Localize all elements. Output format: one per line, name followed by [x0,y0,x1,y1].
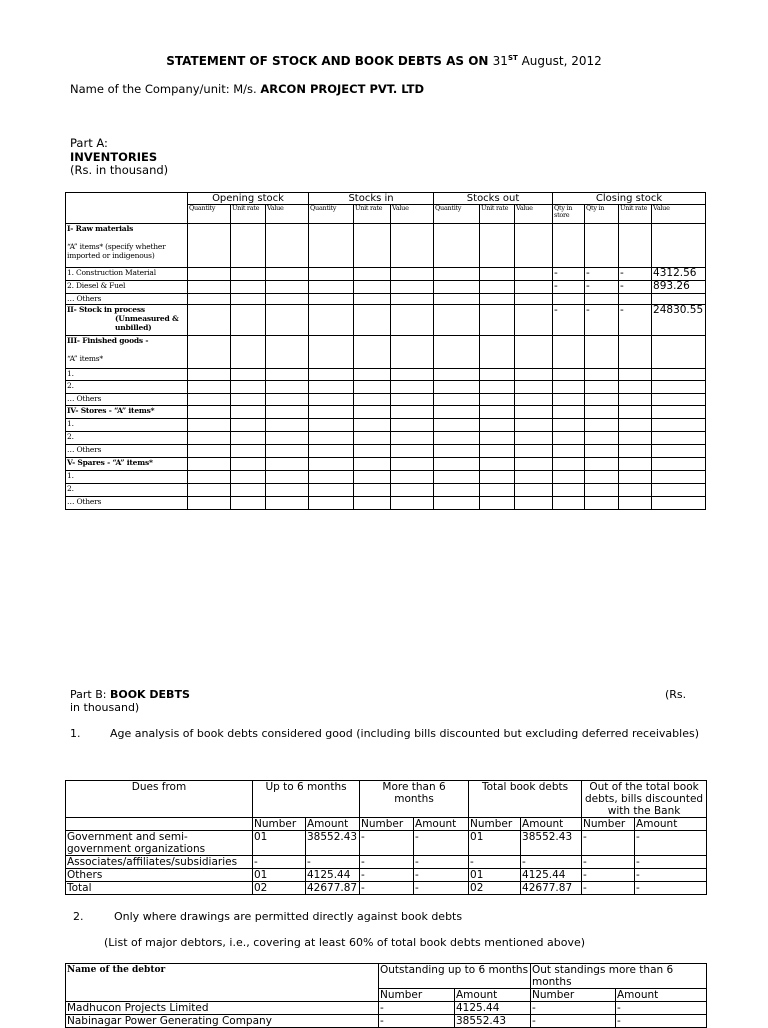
header-total-book-debts: Total book debts [469,781,582,818]
table-row: 2. [66,484,706,497]
table-row: … Others [66,394,706,406]
header-stocks-out: Stocks out [434,193,553,205]
book-debts-table: Dues from Up to 6 months More than 6 months Total book debts Out of the total book debts, bills discounted with the Bank Number Amount Number Amount Number Amount Number Amount Government and semi-government organizations 01 38552.43 - - 01 38552.43 - - Associates/affiliates/subsidiaries - - - - - - - - Others 01 4125.44 - - 01 4125.44 - - Total 02 42677.87 - - 02 42677.87 - - [65,780,707,895]
table-row: 1. [66,471,706,484]
table-row: II- Stock in process (Unmeasured & unbilled) - - - 24830.55 [66,305,706,336]
age-analysis-note: 1. Age analysis of book debts considered good (including bills discounted but excluding deferred receivables) [70,727,699,740]
company-name: Name of the Company/unit: M/s. ARCON PROJECT PVT. LTD [70,82,425,96]
part-b-unit: (Rs. [665,688,687,701]
table-row: 2. [66,381,706,394]
header-debtor-name: Name of the debtor [66,964,379,1002]
table-row: Associates/affiliates/subsidiaries - - - - - - - - [66,856,707,869]
raw-materials-label: I- Raw materials “A” items* (specify whether imported or indigenous) [66,224,188,268]
table-row: Total 02 42677.87 - - 02 42677.87 - - [66,882,707,895]
header-outstanding-up-to-6: Outstanding up to 6 months [379,964,531,989]
table-row [66,224,706,268]
stores-label: IV- Stores - “A” items* [66,406,188,419]
table-row [66,406,706,419]
header-more-than-6-months: More than 6 months [360,781,469,818]
table-row: 1. [66,369,706,381]
drawings-note: 2. Only where drawings are permitted directly against book debts [73,910,463,923]
table-row: 2. [66,432,706,445]
table-row [66,336,706,369]
part-a-heading: Part A: INVENTORIES (Rs. in thousand) [70,136,169,177]
table-row: Nabinagar Power Generating Company - 38552.43 - - [66,1015,707,1028]
table-row: Others 01 4125.44 - - 01 4125.44 - - [66,869,707,882]
major-debtors-note: (List of major debtors, i.e., covering at least 60% of total book debts mentioned above) [104,936,586,949]
table-row: 2. Diesel & Fuel - - - 893.26 [66,281,706,294]
header-dues-from: Dues from [66,781,253,818]
table-row: Government and semi-government organizations 01 38552.43 - - 01 38552.43 - - [66,831,707,856]
header-bills-discounted: Out of the total book debts, bills discounted with the Bank [582,781,707,818]
header-opening-stock: Opening stock [188,193,309,205]
table-row: … Others [66,497,706,510]
spares-label: V- Spares - “A” items* [66,458,188,471]
debtors-table: Name of the debtor Outstanding up to 6 months Out standings more than 6 months Number Amount Number Amount Madhucon Projects Limited - 4125.44 - - Nabinagar Power Generating Company - 38552.43 - - [65,963,707,1028]
page-title: STATEMENT OF STOCK AND BOOK DEBTS AS ON 31ST August, 2012 [166,54,602,68]
part-b-heading: Part B: BOOK DEBTS in thousand) [70,688,190,714]
header-stocks-in: Stocks in [309,193,434,205]
stock-in-process-label: II- Stock in process (Unmeasured & unbilled) [66,305,188,336]
header-up-to-6-months: Up to 6 months [253,781,360,818]
inventories-table: Opening stock Stocks in Stocks out Closing stock Quantity Unit rate Value Quantity Unit rate Value Quantity Unit rate Value Qty in store Qty in Unit rate Value I- Raw materials “A” items* (specify whether imported or indigenous) 1. Construction Material - - - 4312.56 2. Diesel & Fuel - - - 893.26 … Others II- Stock in process (Unmeasured & unbilled) - - - 24830.55 III- Finished goods - “A” items* 1. 2. … Others IV- Stores - “A” items* 1. 2. … Others V- Spares - “A” items* 1. 2. … Others [65,192,706,510]
table-row: … Others [66,445,706,458]
header-closing-stock: Closing stock [553,193,706,205]
header-outstanding-more-than-6: Out standings more than 6 months [531,964,707,989]
table-row: 1. Construction Material - - - 4312.56 [66,268,706,281]
table-row: 1. [66,419,706,432]
finished-goods-label: III- Finished goods - “A” items* [66,336,188,369]
table-row: … Others [66,294,706,305]
table-row: Madhucon Projects Limited - 4125.44 - - [66,1002,707,1015]
table-row [66,458,706,471]
